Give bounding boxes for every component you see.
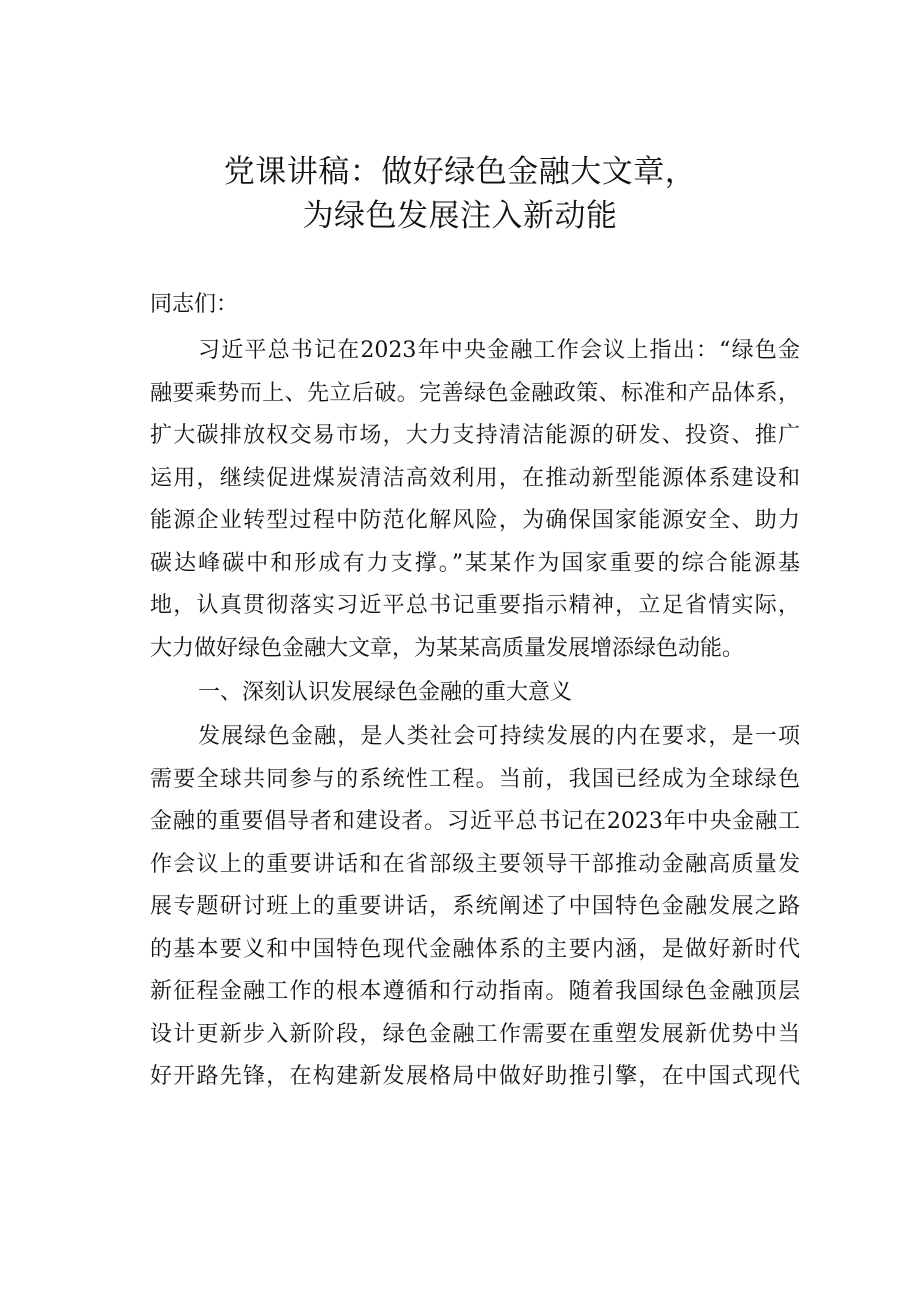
paragraph-2 [150,716,800,1099]
paragraph-line: 碳达峰碳中和形成有力支撑。”某某作为国家重要的综合能源基 [150,550,800,576]
title-line-2: 为绿色发展注入新动能 [302,198,618,234]
paragraph-line: 金融的重要倡导者和建设者。习近平总书记在2023年中央金融工 [150,809,800,834]
paragraph-line: 需要全球共同参与的系统性工程。当前，我国已经成为全球绿色 [150,766,800,792]
paragraph-line: 好开路先锋，在构建新发展格局中做好助推引擎，在中国式现代 [150,1064,800,1089]
paragraph-line: 作会议上的重要讲话和在省部级主要领导干部推动金融高质量发 [150,851,800,877]
paragraph-line: 运用，继续促进煤炭清洁高效利用，在推动新型能源体系建设和 [150,465,800,491]
paragraph-line: 融要乘势而上、先立后破。完善绿色金融政策、标准和产品体系， [150,380,800,406]
document-title [120,150,800,238]
greeting: 同志们： [150,292,239,317]
paragraph-line: 习近平总书记在2023年中央金融工作会议上指出：“绿色金 [198,338,800,363]
paragraph-line: 扩大碳排放权交易市场，大力支持清洁能源的研发、投资、推广 [150,423,800,448]
paragraph-line: 展专题研讨班上的重要讲话，系统阐述了中国特色金融发展之路 [150,894,800,919]
title-line-1: 党课讲稿：做好绿色金融大文章， [223,154,697,190]
paragraph-line: 大力做好绿色金融大文章，为某某高质量发展增添绿色动能。 [150,635,745,661]
paragraph-line: 设计更新步入新阶段，绿色金融工作需要在重塑发展新优势中当 [150,1021,800,1047]
paragraph-line: 新征程金融工作的根本遵循和行动指南。随着我国绿色金融顶层 [150,979,800,1004]
paragraph-line: 的基本要义和中国特色现代金融体系的主要内涵，是做好新时代 [150,936,800,962]
section-heading: 一、深刻认识发展绿色金融的重大意义 [198,680,573,705]
paragraph-line: 能源企业转型过程中防范化解风险，为确保国家能源安全、助力 [150,508,800,533]
paragraph-line: 地，认真贯彻落实习近平总书记重要指示精神，立足省情实际， [150,593,800,618]
paragraph-1 [150,330,800,670]
paragraph-line: 发展绿色金融，是人类社会可持续发展的内在要求，是一项 [198,724,800,749]
